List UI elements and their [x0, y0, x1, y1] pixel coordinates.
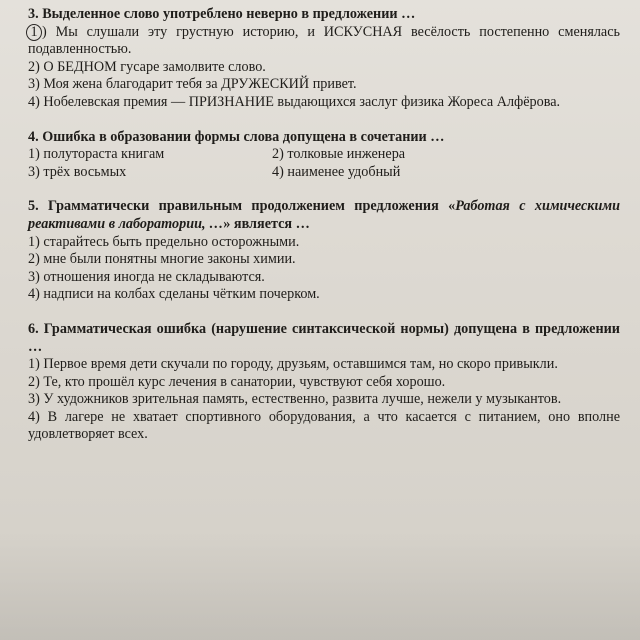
question-4-option-3: 3) трёх восьмых	[28, 163, 127, 180]
question-5-option-4: 4) надписи на колбах сделаны чётким почерком.	[28, 286, 320, 303]
question-5-title-start: 5. Грамматически правильным продолжением предложения «	[28, 198, 456, 215]
question-6-option-2: 2) Те, кто прошёл курс лечения в санатории, чувствуют себя хорошо.	[28, 373, 446, 390]
question-4-title: 4. Ошибка в образовании формы слова допущена в сочетании …	[28, 128, 445, 145]
question-5-title	[28, 198, 620, 233]
question-3-option-3: 3) Моя жена благодарит тебя за ДРУЖЕСКИЙ привет.	[28, 76, 357, 93]
question-6-title: 6. Грамматическая ошибка (нарушение синтаксической нормы) допущена в предложении …	[28, 320, 620, 355]
question-3-option-4: 4) Нобелевская премия — ПРИЗНАНИЕ выдающихся заслуг физика Жореса Алфёрова.	[28, 93, 561, 110]
question-3-option-1	[28, 24, 620, 59]
circled-answer-mark: 1	[26, 24, 42, 41]
question-4-options	[28, 146, 620, 181]
question-4	[28, 129, 620, 182]
question-6	[28, 321, 620, 444]
question-6-option-4: 4) В лагере не хватает спортивного оборудования, а что касается с питанием, оно вполне удовлетворяет всех.	[28, 408, 620, 443]
bottom-shadow	[0, 530, 640, 640]
question-5-option-2: 2) мне были понятны многие законы химии.	[28, 251, 296, 268]
question-5	[28, 198, 620, 304]
question-4-option-4: 4) наименее удобный	[272, 163, 401, 180]
question-3	[28, 6, 620, 112]
question-5-option-3: 3) отношения иногда не складываются.	[28, 268, 265, 285]
question-4-option-1: 1) полутораста книгам	[28, 146, 165, 163]
question-5-title-end: » является …	[223, 215, 310, 232]
question-5-title-quote: Работая с химическими реактивами в лаборатории, …	[28, 198, 620, 232]
question-4-option-2: 2) толковые инженера	[272, 146, 406, 163]
question-6-option-1: 1) Первое время дети скучали по городу, друзьям, оставшимся там, но скоро привыкли.	[28, 356, 558, 373]
question-5-option-1: 1) старайтесь быть предельно осторожными.	[28, 233, 300, 250]
question-3-title: 3. Выделенное слово употреблено неверно в предложении …	[28, 6, 416, 22]
question-6-option-3: 3) У художников зрительная память, естественно, развита лучше, нежели у музыкантов.	[28, 391, 562, 408]
question-3-option-1-text: ) Мы слушали эту грустную историю, и ИСКУСНАЯ весёлость постепенно сменялась подавленностью.	[28, 23, 620, 58]
question-3-option-2: 2) О БЕДНОМ гусаре замолвите слово.	[28, 58, 266, 75]
page-content	[28, 6, 620, 461]
